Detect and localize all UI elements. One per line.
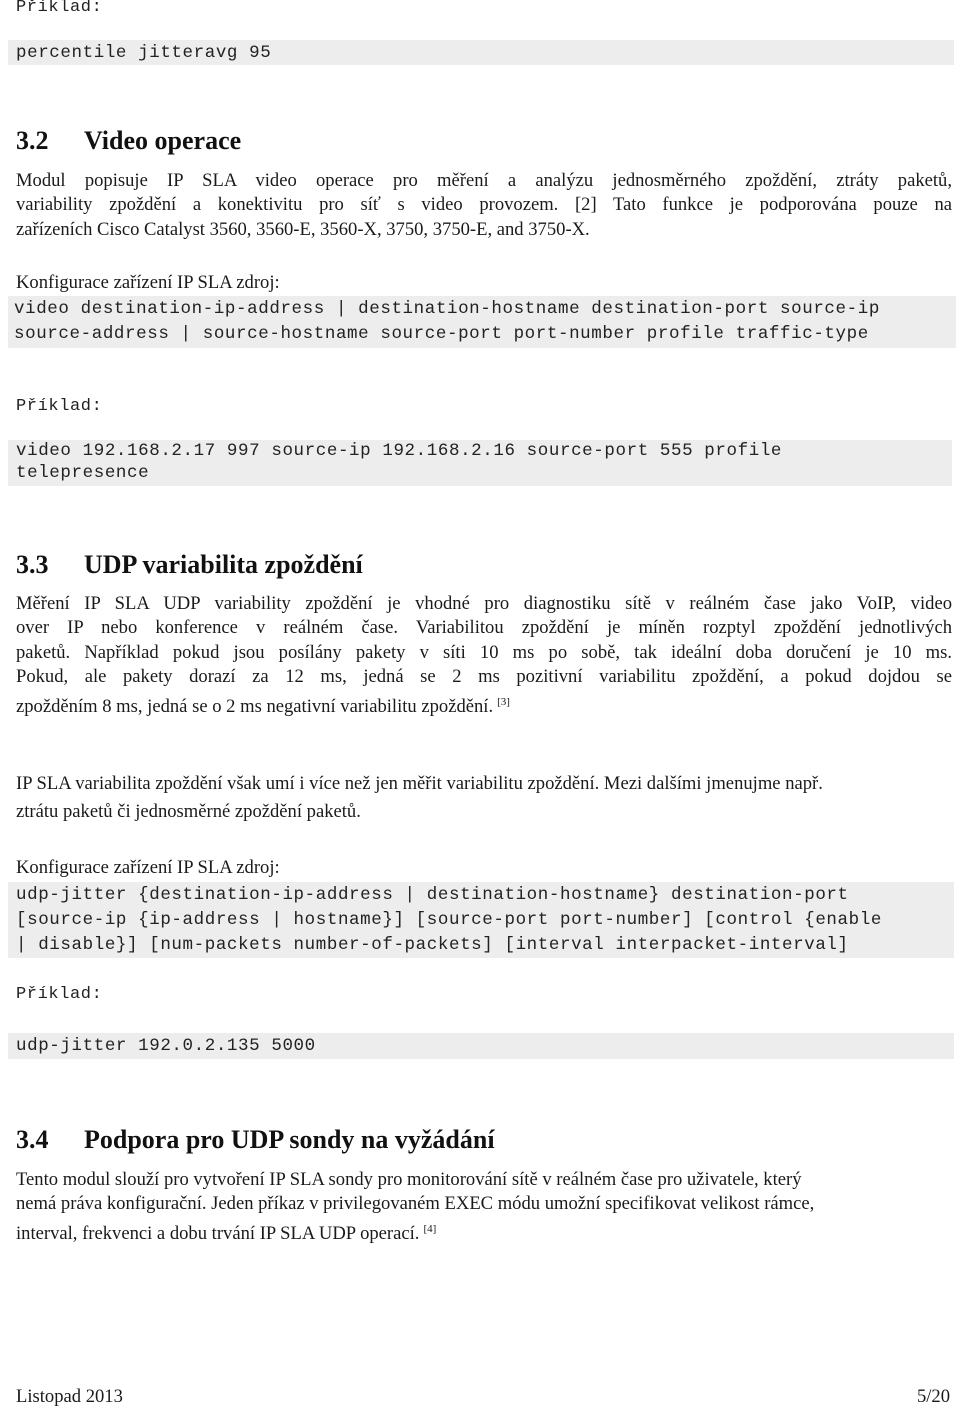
paragraph-line: Pokud, ale pakety dorazí za 12 ms, jedná se 2 ms pozitivní variabilitu zpoždění, a pokud dojdou se: [16, 666, 952, 688]
section-heading: [16, 550, 363, 580]
section-heading: [16, 1125, 495, 1155]
paragraph-line: over IP nebo konference v reálném čase. Variabilitou zpoždění je míněn rozptyl zpoždění jednotlivých: [16, 617, 952, 639]
code-line: percentile jitteravg 95: [16, 43, 272, 63]
paragraph-line: Modul popisuje IP SLA video operace pro měření a analýzu jednosměrného zpoždění, ztráty paketů,: [16, 170, 952, 191]
paragraph-text: interval, frekvenci a dobu trvání IP SLA UDP operací.: [16, 1222, 420, 1244]
paragraph-line: variability zpoždění a konektivitu pro síť s video provozem. [2] Tato funkce je podporována pouze na: [16, 194, 952, 216]
code-line: udp-jitter {destination-ip-address | destination-hostname} destination-port: [16, 885, 849, 905]
config-label: Konfigurace zařízení IP SLA zdroj:: [16, 272, 280, 293]
code-line: | disable}] [num-packets number-of-packets] [interval interpacket-interval]: [16, 935, 849, 955]
code-block: [8, 40, 954, 65]
code-line: video 192.168.2.17 997 source-ip 192.168.2.16 source-port 555 profile: [16, 441, 783, 461]
reference: [3]: [497, 695, 510, 708]
paragraph-line: paketů. Například pokud jsou posílány pakety v síti 10 ms po sobě, tak ideální doba doručení je 10 ms.: [16, 641, 952, 663]
code-block: [8, 296, 956, 348]
paragraph-line: Měření IP SLA UDP variability zpoždění je vhodné pro diagnostiku sítě v reálném čase jako VoIP, video: [16, 593, 952, 614]
example-label: Příklad:: [16, 397, 103, 416]
code-line: udp-jitter 192.0.2.135 5000: [16, 1036, 316, 1056]
paragraph: [16, 1168, 952, 1246]
paragraph-line: nemá práva konfigurační. Jeden příkaz v privilegovaném EXEC módu umožní specifikovat velikost rámce,: [16, 1193, 815, 1215]
page-number: 5/20: [916, 1386, 950, 1407]
reference: [4]: [423, 1222, 437, 1235]
paragraph-line: Tento modul slouží pro vytvoření IP SLA sondy pro monitorování sítě v reálném čase pro uživatele, který: [16, 1169, 802, 1190]
code-line: [source-ip {ip-address | hostname}] [source-port port-number] [control {enable: [16, 910, 882, 930]
code-line: source-address | source-hostname source-port port-number profile traffic-type: [14, 324, 869, 344]
section-number: 3.3: [16, 550, 49, 579]
paragraph-line: zařízeních Cisco Catalyst 3560, 3560-E, 3560-X, 3750, 3750-E, and 3750-X.: [16, 218, 590, 240]
code-line: video destination-ip-address | destination-hostname destination-port source-ip: [14, 299, 880, 319]
section-heading: [16, 126, 241, 156]
example-label: Příklad:: [16, 985, 103, 1004]
section-title: Video operace: [84, 126, 242, 155]
code-block: [8, 882, 954, 958]
paragraph: [16, 772, 952, 825]
config-label: Konfigurace zařízení IP SLA zdroj:: [16, 857, 280, 878]
paragraph-line: [16, 1217, 952, 1246]
paragraph: [16, 169, 952, 242]
section-number: 3.4: [16, 1125, 49, 1154]
paragraph-line: ztrátu paketů či jednosměrné zpoždění paketů.: [16, 801, 361, 823]
code-block: [8, 440, 952, 486]
code-line: telepresence: [16, 463, 150, 483]
code-block: [8, 1033, 954, 1059]
paragraph-text: zpožděním 8 ms, jedná se o 2 ms negativní variabilitu zpoždění.: [16, 695, 494, 717]
footer-date: Listopad 2013: [16, 1386, 123, 1407]
paragraph-line: [16, 690, 952, 719]
section-title: Podpora pro UDP sondy na vyžádání: [84, 1125, 495, 1154]
section-number: 3.2: [16, 126, 49, 155]
paragraph-line: IP SLA variabilita zpoždění však umí i více než jen měřit variabilitu zpoždění. Mezi dalšími jmenujme např.: [16, 773, 823, 794]
paragraph: [16, 592, 952, 719]
section-title: UDP variabilita zpoždění: [84, 550, 363, 579]
example-label: Příklad:: [16, 0, 103, 17]
